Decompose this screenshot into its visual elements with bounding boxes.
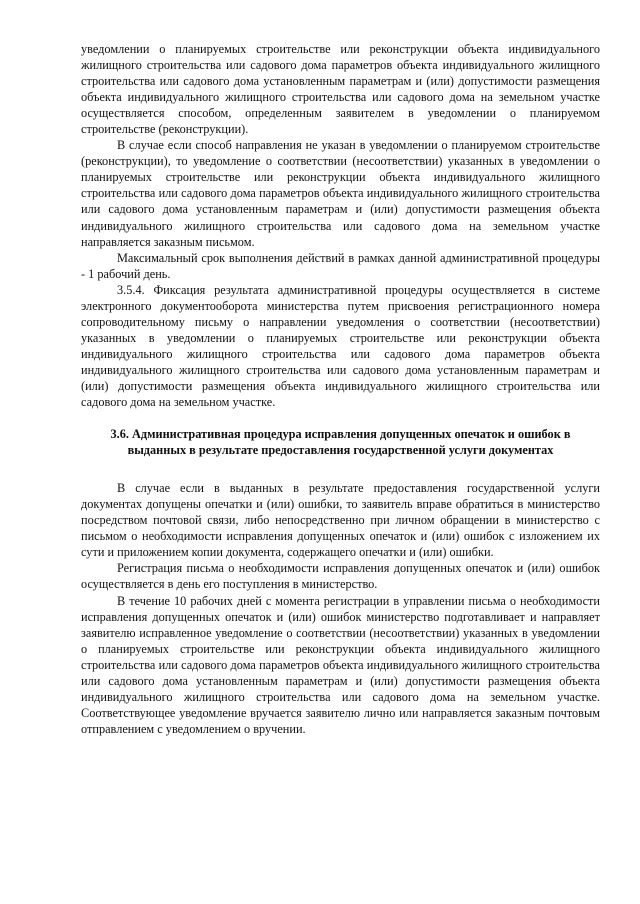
section-heading-3-6: 3.6. Административная процедура исправления допущенных опечаток и ошибок в выданных в результате предоставления государственной услуги документах bbox=[110, 427, 571, 458]
paragraph-ten-days: В течение 10 рабочих дней с момента регистрации в управлении письма о необходимости исправления допущенных опечаток и (или) ошибок министерство подготавливает и направляет заявителю исправленное уведомление о соответствии (несоответствии) указанных в уведомлении о планируемых строительстве или реконструкции объекта индивидуального жилищного строительства или садового дома параметров объекта индивидуального жилищного строительства или садового дома установленным параметрам и (или) допустимости размещения объекта индивидуального жилищного строительства или садового дома на земельном участке. Соответствующее уведомление вручается заявителю лично или направляется заказным почтовым отправлением с уведомлением о вручении. bbox=[81, 593, 600, 736]
spacer bbox=[81, 458, 600, 480]
paragraph-no-method-specified: В случае если способ направления не указан в уведомлении о планируемом строительстве (реконструкции), то уведомление о соответствии (несоответствии) указанных в уведомлении о планируемых строительстве или реконструкции объекта индивидуального жилищного строительства или садового дома параметров объекта индивидуального жилищного строительства или садового дома установленным параметрам и (или) допустимости размещения объекта индивидуального жилищного строительства или садового дома на земельном участке направляется заказным письмом. bbox=[81, 138, 600, 249]
spacer bbox=[81, 410, 600, 426]
paragraph-max-duration: Максимальный срок выполнения действий в рамках данной административной процедуры - 1 рабочий день. bbox=[81, 250, 600, 281]
paragraph-errors-request: В случае если в выданных в результате предоставления государственной услуги документах допущены опечатки и (или) ошибки, то заявитель вправе обратиться в министерство посредством почтовой связи, либо непосредственно при личном обращении в министерство с письмом о необходимости исправления допущенных опечаток и (или) ошибок с изложением их сути и приложением копии документа, содержащего опечатки и (или) ошибки. bbox=[81, 481, 600, 560]
paragraph-delivery-method: уведомлении о планируемых строительстве или реконструкции объекта индивидуального жилищного строительства или садового дома параметров объекта индивидуального жилищного строительства или садового дома установленным параметрам и (или) допустимости размещения объекта индивидуального жилищного строительства или садового дома на земельном участке осуществляется способом, определенным заявителем в уведомлении о планируемом строительстве (реконструкции). bbox=[81, 42, 600, 137]
paragraph-3-5-4: 3.5.4. Фиксация результата административной процедуры осуществляется в системе электронного документооборота министерства путем присвоения регистрационного номера сопроводительному письму о направлении уведомления о соответствии (несоответствии) указанных в уведомлении о планируемых строительстве или реконструкции объекта индивидуального жилищного строительства или садового дома параметров объекта индивидуального жилищного строительства или садового дома установленным параметрам и (или) допустимости размещения объекта индивидуального жилищного строительства или садового дома на земельном участке. bbox=[81, 282, 600, 410]
paragraph-registration: Регистрация письма о необходимости исправления допущенных опечаток и (или) ошибок осуществляется в день его поступления в министерство. bbox=[81, 561, 600, 592]
